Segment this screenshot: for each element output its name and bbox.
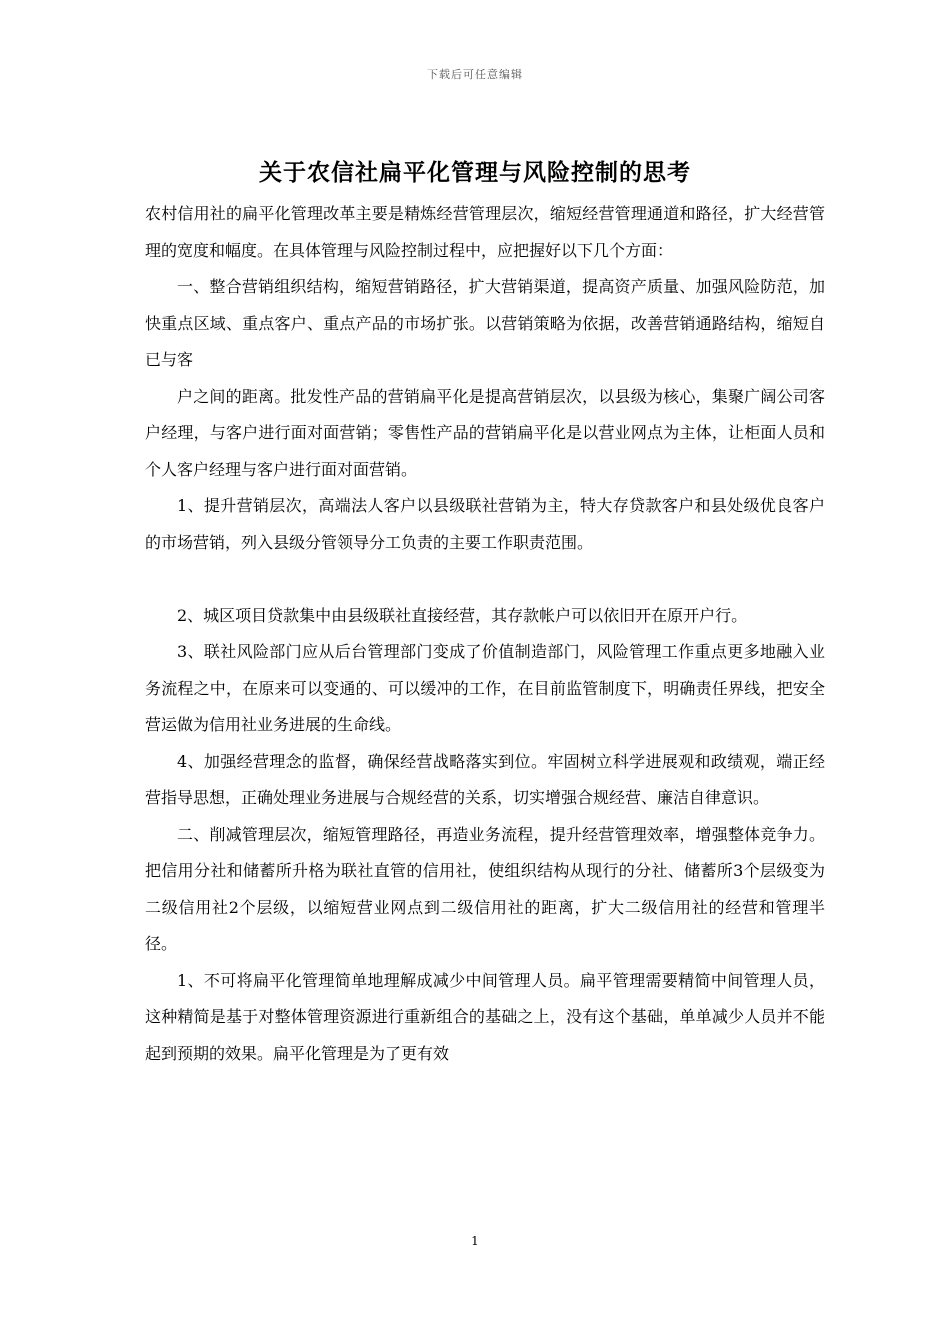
section-one-continuation-paragraph: 户之间的距离。批发性产品的营销扁平化是提高营销层次，以县级为核心，集聚广阔公司客户经理，与客户进行面对面营销；零售性产品的营销扁平化是以营业网点为主体，让柜面人员和个人客户经理与客户进行面对面营销。 (145, 386, 825, 479)
section-one-paragraph: 一、整合营销组织结构，缩短营销路径，扩大营销渠道，提高资产质量、加强风险防范，加快重点区域、重点客户、重点产品的市场扩张。以营销策略为依据，改善营销通路结构，缩短自已与客 (145, 277, 825, 369)
section-one-item-4: 4、加强经营理念的监督，确保经营战略落实到位。牢固树立科学进展观和政绩观，端正经营指导思想，正确处理业务进展与合规经营的关系，切实增强合规经营、廉洁自律意识。 (145, 751, 825, 807)
document-body (145, 196, 825, 1072)
intro-paragraph: 农村信用社的扁平化管理改革主要是精炼经营管理层次，缩短经营管理通道和路径，扩大经营管理的宽度和幅度。在具体管理与风险控制过程中，应把握好以下几个方面： (145, 204, 825, 260)
section-two-paragraph: 二、削减管理层次，缩短管理路径，再造业务流程，提升经营管理效率，增强整体竞争力。把信用分社和储蓄所升格为联社直管的信用社，使组织结构从现行的分社、储蓄所3个层级变为二级信用社2个层级，以缩短营业网点到二级信用社的距离，扩大二级信用社的经营和管理半径。 (145, 824, 825, 953)
document-title: 关于农信社扁平化管理与风险控制的思考 (259, 159, 691, 186)
page-header: 下载后可任意编辑 (427, 68, 523, 81)
section-one-item-1: 1、提升营销层次，高端法人客户以县级联社营销为主，特大存贷款客户和县处级优良客户的市场营销，列入县级分管领导分工负责的主要工作职责范围。 (145, 496, 825, 552)
section-two-item-1: 1、不可将扁平化管理简单地理解成减少中间管理人员。扁平管理需要精简中间管理人员，这种精简是基于对整体管理资源进行重新组合的基础之上，没有这个基础，单单减少人员并不能起到预期的效果。扁平化管理是为了更有效 (145, 970, 825, 1063)
section-one-item-3: 3、联社风险部门应从后台管理部门变成了价值制造部门，风险管理工作重点更多地融入业务流程之中，在原来可以变通的、可以缓冲的工作，在目前监管制度下，明确责任界线，把安全营运做为信用社业务进展的生命线。 (145, 642, 825, 734)
page-number: 1 (471, 1234, 479, 1248)
paragraph-gap (145, 561, 825, 598)
section-one-item-2: 2、城区项目贷款集中由县级联社直接经营，其存款帐户可以依旧开在原开户行。 (177, 605, 748, 625)
